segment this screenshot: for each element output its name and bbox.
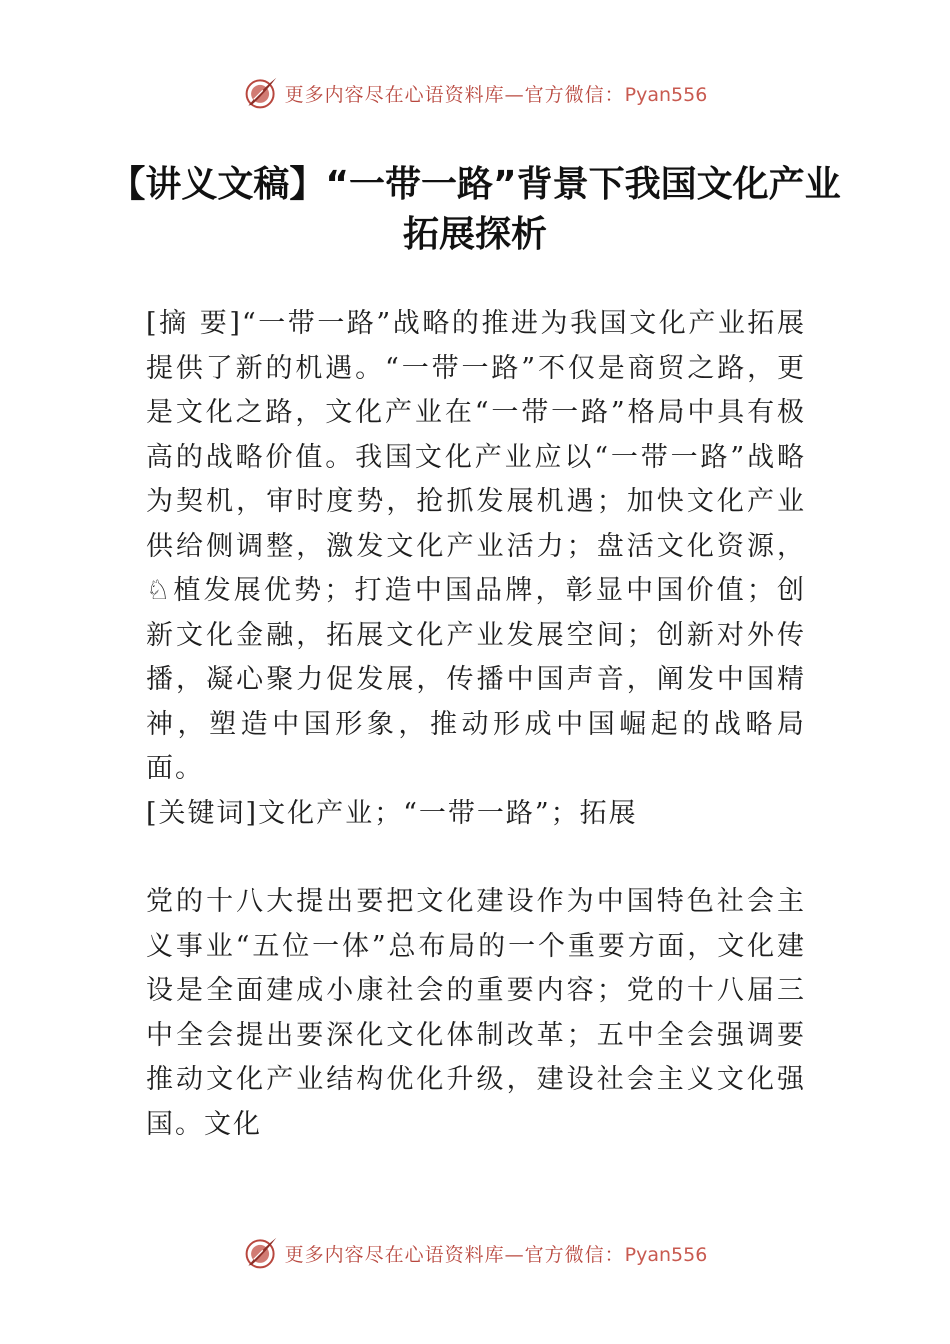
wechat-id: Pyan556: [624, 1243, 708, 1266]
banner-main-text: 更多内容尽在心语资料库—官方微信：: [284, 1243, 625, 1266]
paragraph-gap: [146, 836, 806, 880]
footer-banner: [0, 1230, 950, 1276]
abstract-paragraph: [摘 要]“一带一路”战略的推进为我国文化产业拓展提供了新的机遇。“一带一路”不仅是商贸之路，更是文化之路，文化产业在“一带一路”格局中具有极高的战略价值。我国文化产业应以“一带一路”战略为契机，审时度势，抢抓发展机遇；加快文化产业供给侧调整，激发文化产业活力；盘活文化资源，♘植发展优势；打造中国品牌，彰显中国价值；创新文化金融，拓展文化产业发展空间；创新对外传播，凝心聚力促发展，传播中国声音，阐发中国精神，塑造中国形象，推动形成中国崛起的战略局面。: [146, 308, 806, 784]
banner-main-text: 更多内容尽在心语资料库—官方微信：: [284, 83, 625, 106]
quill-seal-icon: [243, 75, 279, 111]
quill-seal-icon: [243, 1235, 279, 1271]
wechat-id: Pyan556: [624, 83, 708, 106]
body-paragraph: 党的十八大提出要把文化建设作为中国特色社会主义事业“五位一体”总布局的一个重要方面，文化建设是全面建成小康社会的重要内容；党的十八届三中全会提出要深化文化体制改革；五中全会强调要推动文化产业结构优化升级，建设社会主义文化强国。文化: [146, 886, 806, 1140]
document-body: [146, 302, 806, 1147]
header-banner: [0, 70, 950, 116]
banner-text: [285, 1240, 708, 1267]
keywords-line: [关键词]文化产业；“一带一路”；拓展: [146, 797, 638, 829]
banner-text: [285, 80, 708, 107]
document-title: 【讲义文稿】“一带一路”背景下我国文化产业拓展探析: [109, 164, 841, 255]
